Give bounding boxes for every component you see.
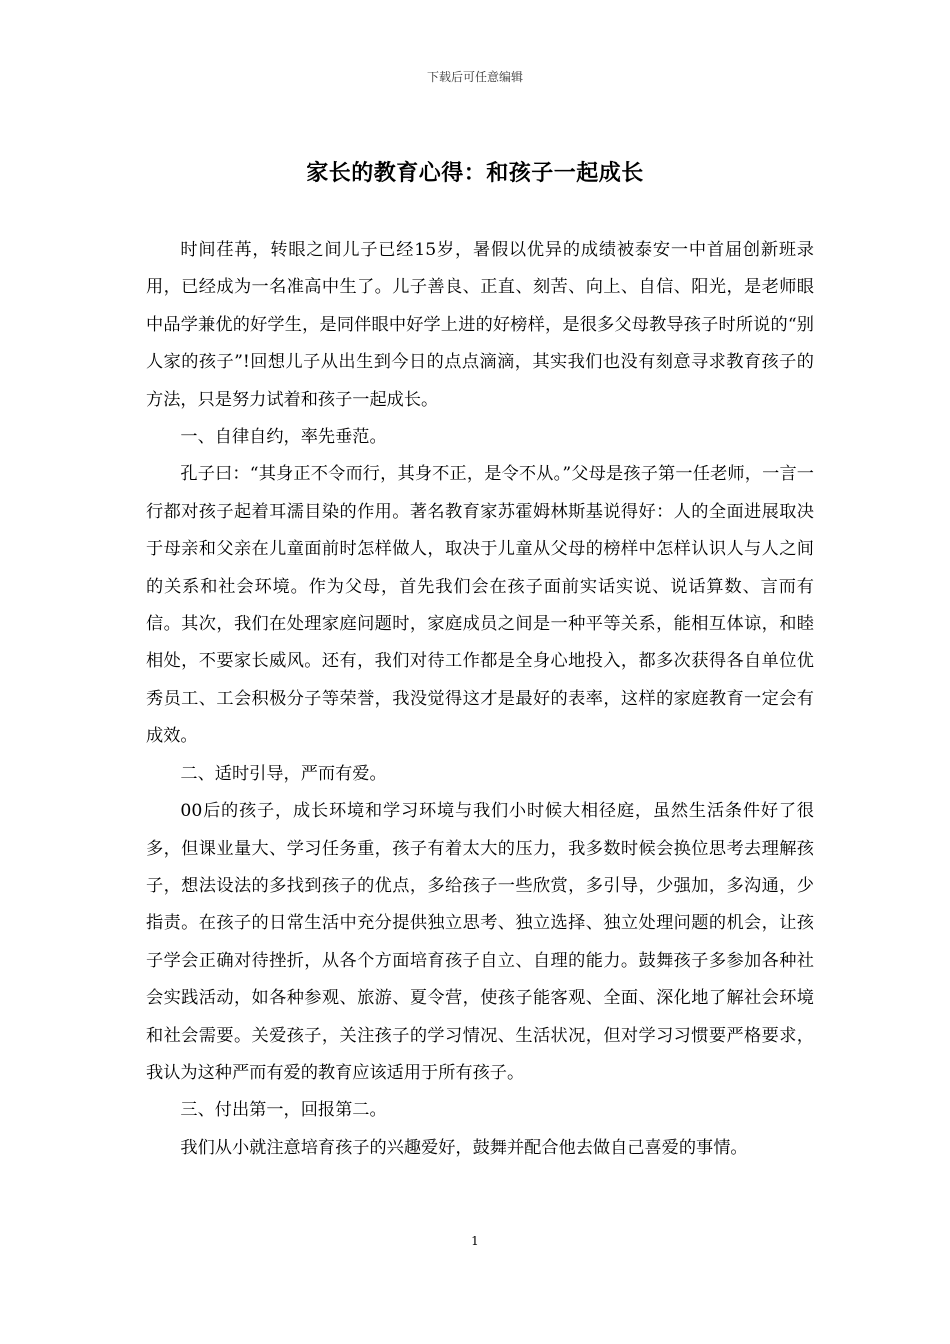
section-heading-1: 一、自律自约，率先垂范。 — [180, 427, 387, 448]
paragraph-section-1: 孔子曰：“其身正不令而行，其身不正，是令不从。”父母是孩子第一任老师，一言一行都对孩子起着耳濡目染的作用。著名教育家苏霍姆林斯基说得好：人的全面进展取决于母亲和父亲在儿童面前时怎样做人，取决于儿童从父母的榜样中怎样认识人与人之间的关系和社会环境。作为父母，首先我们会在孩子面前实话实说、说话算数、言而有信。其次，我们在处理家庭问题时，家庭成员之间是一种平等关系，能相互体谅，和睦相处，不要家长威风。还有，我们对待工作都是全身心地投入，都多次获得各自单位优秀员工、工会积极分子等荣誉，我没觉得这才是最好的表率，这样的家庭教育一定会有成效。 — [146, 464, 814, 747]
header-note: 下载后可任意编辑 — [426, 70, 523, 84]
document-body — [146, 232, 814, 1167]
section-heading-2: 二、适时引导，严而有爱。 — [180, 763, 387, 784]
paragraph-section-3: 我们从小就注意培育孩子的兴趣爱好，鼓舞并配合他去做自己喜爱的事情。 — [180, 1137, 748, 1158]
paragraph-section-2: 00后的孩子，成长环境和学习环境与我们小时候大相径庭，虽然生活条件好了很多，但课业量大、学习任务重，孩子有着太大的压力，我多数时候会换位思考去理解孩子，想法设法的多找到孩子的优点，多给孩子一些欣赏，多引导，少强加，多沟通，少指责。在孩子的日常生活中充分提供独立思考、独立选择、独立处理问题的机会，让孩子学会正确对待挫折，从各个方面培育孩子自立、自理的能力。鼓舞孩子多参加各种社会实践活动，如各种参观、旅游、夏令营，使孩子能客观、全面、深化地了解社会环境和社会需要。关爱孩子，关注孩子的学习情况、生活状况，但对学习习惯要严格要求，我认为这种严而有爱的教育应该适用于所有孩子。 — [146, 801, 814, 1083]
paragraph-intro: 时间荏苒，转眼之间儿子已经15岁，暑假以优异的成绩被泰安一中首届创新班录用，已经成为一名准高中生了。儿子善良、正直、刻苦、向上、自信、阳光，是老师眼中品学兼优的好学生，是同伴眼中好学上进的好榜样，是很多父母教导孩子时所说的“别人家的孩子”!回想儿子从出生到今日的点点滴滴，其实我们也没有刻意寻求教育孩子的方法，只是努力试着和孩子一起成长。 — [146, 240, 814, 410]
page-number: 1 — [471, 1234, 479, 1248]
section-heading-3: 三、付出第一，回报第二。 — [180, 1100, 387, 1121]
document-title: 家长的教育心得：和孩子一起成长 — [306, 160, 644, 186]
